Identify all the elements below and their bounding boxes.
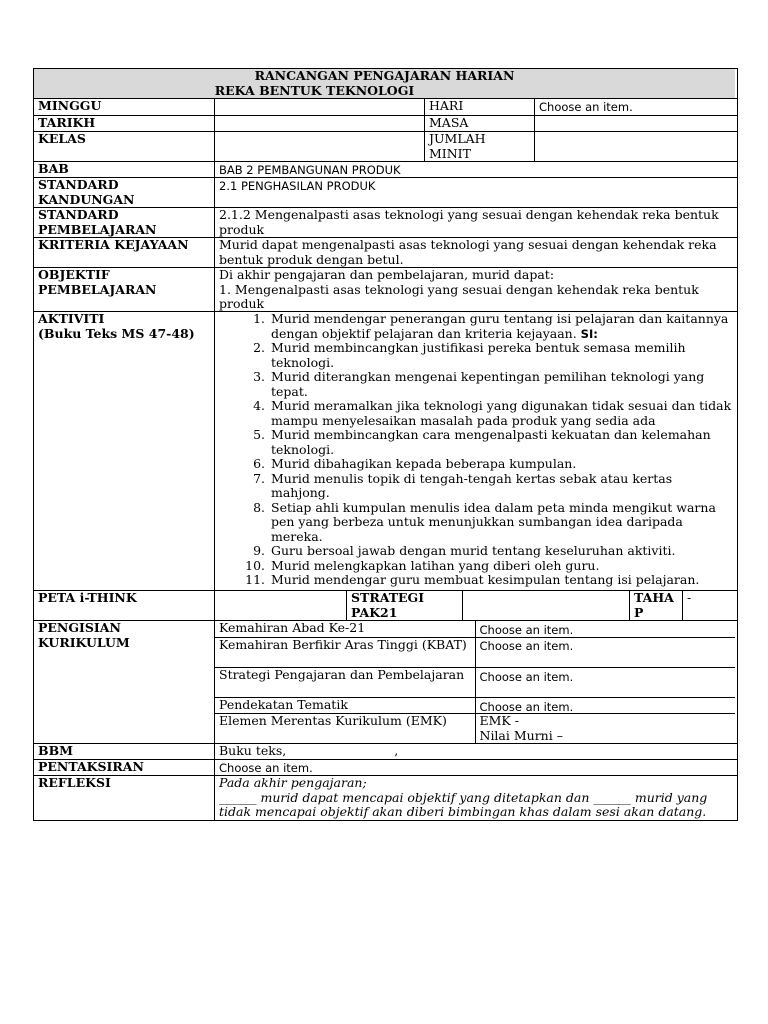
kelas-row (34, 131, 737, 161)
strategi-field[interactable] (462, 591, 629, 620)
tahap-label-1: TAHA (634, 591, 674, 605)
aktiviti-label-2: (Buku Teks MS 47-48) (38, 325, 195, 341)
masa-label: MASA (424, 116, 534, 131)
kriteria-row (34, 237, 737, 267)
pengisian-subrow (215, 713, 735, 743)
strategi-label-2: PAK21 (351, 604, 398, 620)
minit-label: MINIT (429, 145, 471, 161)
aktiviti-item: 7. Murid menulis topik di tengah-tengah kertas sebak atau kertas mahjong. (269, 472, 733, 501)
pentaksiran-label: PENTAKSIRAN (38, 760, 144, 774)
lesson-plan-form (33, 68, 738, 821)
aktiviti-list-cell (214, 312, 735, 590)
bbm-row (34, 743, 737, 759)
standard-kandungan-label (34, 178, 214, 207)
masa-field[interactable] (534, 116, 735, 131)
si-label: SI: (580, 326, 598, 341)
standard-pembelajaran-label-1: STANDARD (38, 208, 119, 222)
pengisian-subrow (215, 667, 735, 697)
bbm-text: Buku teks, (219, 744, 287, 758)
standard-kandungan-label-2: KANDUNGAN (38, 191, 135, 207)
pengisian-row (34, 620, 737, 743)
aktiviti-item: 8. Setiap ahli kumpulan menulis idea dalam peta minda mengikut warna pen yang berbeza untuk menunjukkan sumbangan idea daripada mereka. (269, 501, 733, 545)
aktiviti-item: 10. Murid melengkapkan latihan yang diberi oleh guru. (269, 559, 733, 574)
bbm-value (214, 744, 735, 759)
pengisian-subrow-label: Elemen Merentas Kurikulum (EMK) (219, 714, 447, 728)
pengisian-label (34, 621, 214, 743)
pentaksiran-dropdown[interactable]: Choose an item. (214, 760, 735, 775)
pengisian-dropdown[interactable]: Choose an item. (475, 621, 736, 637)
aktiviti-item: 6. Murid dibahagikan kepada beberapa kumpulan. (269, 457, 733, 472)
pengisian-label-2: KURIKULUM (38, 634, 130, 650)
kriteria-value: Murid dapat mengenalpasti asas teknologi yang sesuai dengan kehendak reka bentuk produk dengan betul. (214, 238, 735, 267)
aktiviti-item: 3. Murid diterangkan mengenai kepentingan pemilihan teknologi yang tepat. (269, 370, 733, 399)
refleksi-row (34, 775, 737, 820)
minggu-row (34, 98, 737, 115)
objektif-value (214, 268, 735, 311)
pengisian-dropdown[interactable]: Choose an item. (475, 698, 736, 713)
objektif-line2: 1. Mengenalpasti asas teknologi yang sesuai dengan kehendak reka bentuk produk (219, 281, 699, 311)
peta-label: PETA i-THINK (38, 591, 137, 605)
objektif-row (34, 267, 737, 311)
refleksi-line1: Pada akhir pengajaran; (219, 776, 367, 790)
bab-row (34, 161, 737, 177)
objektif-label-2: PEMBELAJARAN (38, 281, 157, 297)
aktiviti-item: 11. Murid mendengar guru membuat kesimpulan tentang isi pelajaran. (269, 573, 733, 588)
tahap-label-2: P (634, 604, 644, 620)
hari-label: HARI (424, 99, 534, 115)
pengisian-subrow (215, 637, 735, 667)
jumlah-minit-label (424, 132, 534, 161)
form-title (34, 69, 735, 98)
aktiviti-item: 9. Guru bersoal jawab dengan murid tentang keseluruhan aktiviti. (269, 544, 733, 559)
form-title-line2: REKA BENTUK TEKNOLOGI (214, 82, 415, 98)
tarikh-row (34, 115, 737, 131)
nilai-murni-line: Nilai Murni – (479, 727, 563, 743)
pentaksiran-row (34, 759, 737, 775)
tahap-value: - (682, 591, 735, 620)
tarikh-field[interactable] (214, 116, 424, 131)
bab-value: BAB 2 PEMBANGUNAN PRODUK (214, 162, 735, 177)
pengisian-subrow-label: Strategi Pengajaran dan Pembelajaran (219, 668, 465, 682)
tahap-label (629, 591, 682, 620)
jumlah-label: JUMLAH (429, 132, 486, 146)
aktiviti-item: 4. Murid meramalkan jika teknologi yang digunakan tidak sesuai dan tidak mampu menyelesaikan masalah pada produk yang sedia ada (269, 399, 733, 428)
aktiviti-label (34, 312, 214, 590)
kelas-field[interactable] (214, 132, 424, 161)
hari-dropdown[interactable]: Choose an item. (534, 99, 735, 115)
aktiviti-list (219, 312, 733, 588)
form-title-line1: RANCANGAN PENGAJARAN HARIAN (254, 69, 515, 83)
aktiviti-item: 2. Murid membincangkan justifikasi pereka bentuk semasa memilih teknologi. (269, 341, 733, 370)
strategi-label-1: STRATEGI (351, 591, 425, 605)
emk-value[interactable] (475, 714, 736, 743)
refleksi-value (214, 776, 735, 820)
refleksi-label: REFLEKSI (38, 776, 111, 790)
jumlah-minit-field[interactable] (534, 132, 735, 161)
pengisian-dropdown[interactable]: Choose an item. (475, 638, 736, 667)
bbm-comma: , (394, 744, 399, 758)
pengisian-subrow-label: Kemahiran Berfikir Aras Tinggi (KBAT) (219, 638, 467, 652)
kelas-label: KELAS (38, 132, 86, 146)
standard-kandungan-row (34, 177, 737, 207)
form-title-row (34, 69, 737, 98)
aktiviti-item (269, 312, 733, 341)
emk-line: EMK - (479, 714, 519, 728)
minggu-label: MINGGU (38, 99, 102, 113)
pengisian-dropdown[interactable]: Choose an item. (475, 668, 736, 697)
pengisian-subrow (215, 697, 735, 713)
kriteria-label: KRITERIA KEJAYAAN (38, 238, 189, 252)
pengisian-label-1: PENGISIAN (38, 621, 121, 635)
objektif-label-1: OBJEKTIF (38, 268, 110, 282)
standard-pembelajaran-label-2: PEMBELAJARAN (38, 221, 157, 237)
peta-field[interactable] (214, 591, 346, 620)
tarikh-label: TARIKH (38, 116, 96, 130)
standard-kandungan-label-1: STANDARD (38, 178, 119, 192)
minggu-field[interactable] (214, 99, 424, 115)
peta-row (34, 590, 737, 620)
standard-pembelajaran-value: 2.1.2 Mengenalpasti asas teknologi yang sesuai dengan kehendak reka bentuk produk (214, 208, 735, 237)
pengisian-subtable (214, 621, 735, 743)
bab-label: BAB (38, 162, 69, 176)
objektif-line1: Di akhir pengajaran dan pembelajaran, murid dapat: (219, 268, 555, 282)
standard-pembelajaran-label (34, 208, 214, 237)
pengisian-subrow-label: Pendekatan Tematik (219, 698, 348, 712)
standard-kandungan-value: 2.1 PENGHASILAN PRODUK (214, 178, 735, 207)
aktiviti-label-1: AKTIVITI (38, 312, 105, 326)
aktiviti-row (34, 311, 737, 590)
bbm-label: BBM (38, 744, 73, 758)
aktiviti-item: 5. Murid membincangkan cara mengenalpasti kekuatan dan kelemahan teknologi. (269, 428, 733, 457)
strategi-label (346, 591, 462, 620)
aktiviti-item-text: Murid mendengar penerangan guru tentang isi pelajaran dan kaitannya dengan objektif pelajaran dan kriteria kejayaan. (271, 312, 729, 341)
refleksi-line2: ______ murid dapat mencapai objektif yang ditetapkan dan ______ murid yang tidak mencapai objektif akan diberi bimbingan khas dalam sesi akan datang. (219, 789, 708, 819)
objektif-label (34, 268, 214, 311)
pengisian-subrow (215, 621, 735, 637)
pengisian-subrow-label: Kemahiran Abad Ke-21 (219, 621, 366, 635)
standard-pembelajaran-row (34, 207, 737, 237)
